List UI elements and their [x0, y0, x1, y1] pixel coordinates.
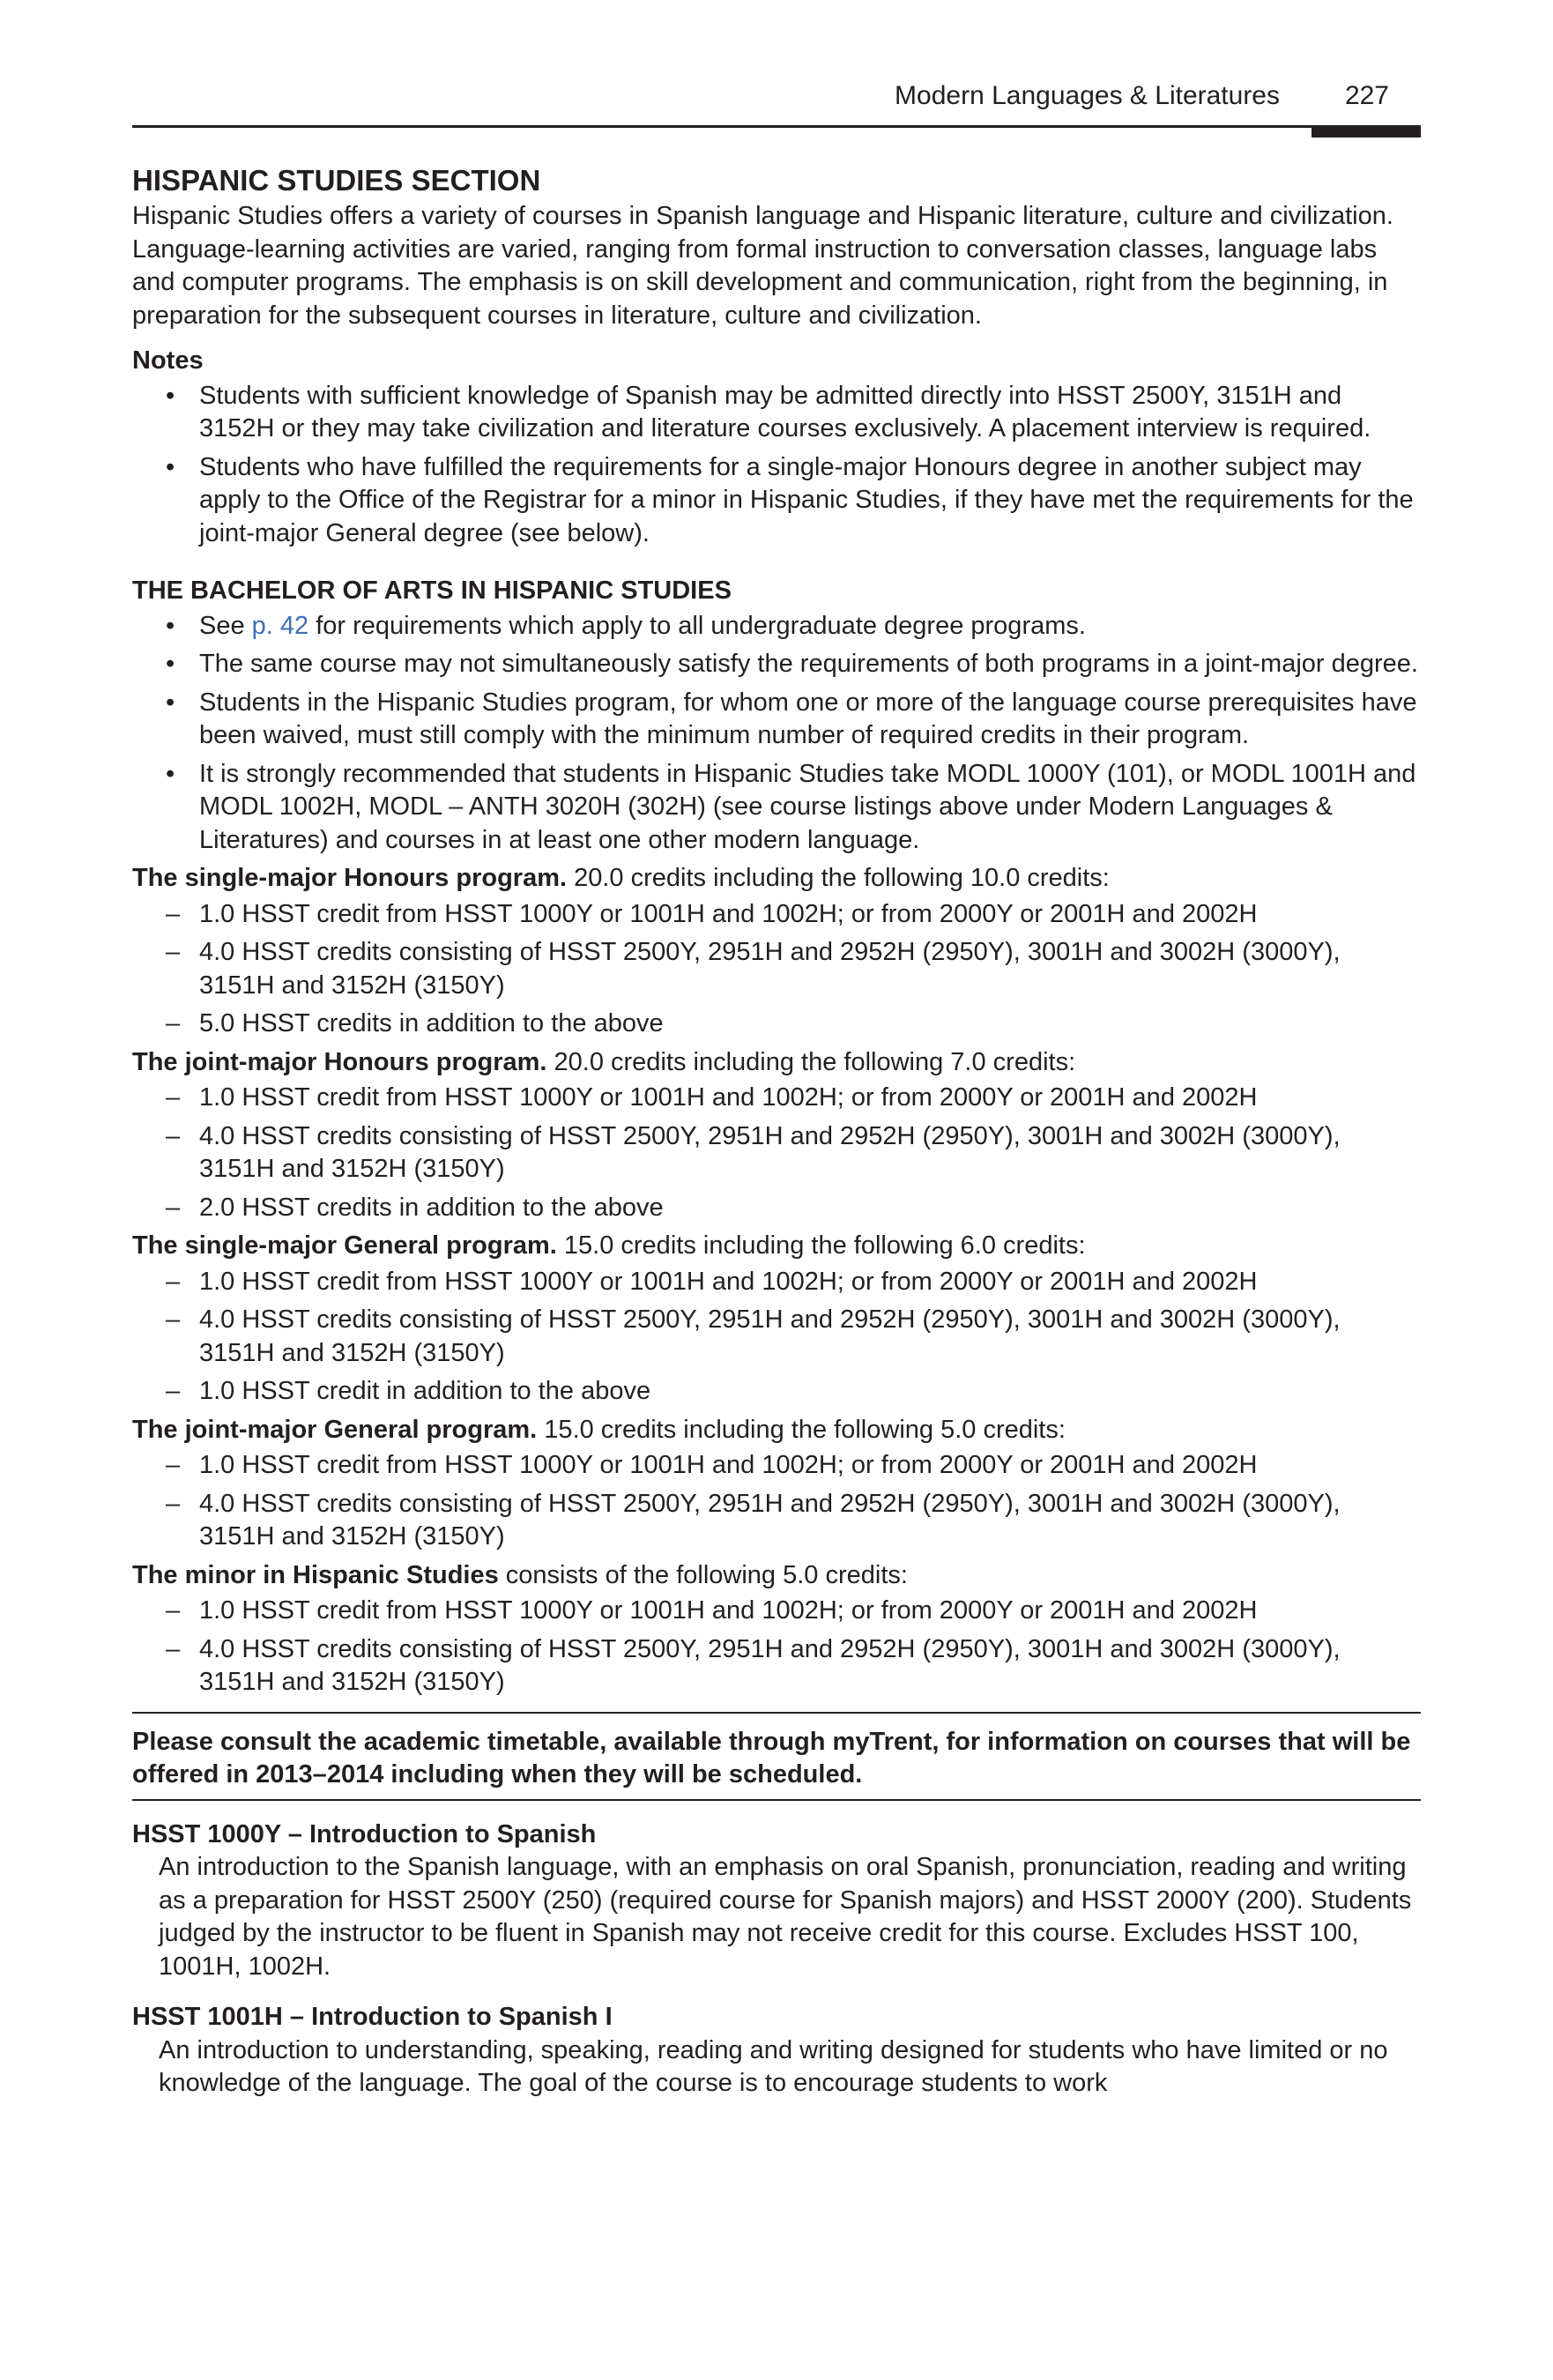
requirement-item: – 5.0 HSST credits in addition to the above	[132, 1008, 1421, 1041]
requirement-item: – 4.0 HSST credits consisting of HSST 2500Y, 2951H and 2952H (2950Y), 3001H and 3002H (3000Y), 3151H and 3152H (3150Y)	[132, 1120, 1421, 1186]
ba-list	[132, 610, 1421, 858]
requirement-item: – 4.0 HSST credits consisting of HSST 2500Y, 2951H and 2952H (2950Y), 3001H and 3002H (3000Y), 3151H and 3152H (3150Y)	[132, 1488, 1421, 1554]
program-requirements	[132, 1082, 1421, 1224]
program-joint-major-honours	[132, 1046, 1421, 1225]
requirement-item: – 1.0 HSST credit from HSST 1000Y or 1001H and 1002H; or from 2000Y or 2001H and 2002H	[132, 1595, 1421, 1628]
header-tab-bar	[1312, 127, 1421, 138]
requirement-item: – 1.0 HSST credit in addition to the above	[132, 1375, 1421, 1409]
requirement-item: – 1.0 HSST credit from HSST 1000Y or 1001H and 1002H; or from 2000Y or 2001H and 2002H	[132, 898, 1421, 932]
program-desc: 15.0 credits including the following 6.0 credits:	[556, 1231, 1086, 1260]
ba-item: • It is strongly recommended that students in Hispanic Studies take MODL 1000Y (101), or MODL 1001H and MODL 1002H, MODL – ANTH 3020H (302H) (see course listings above under Modern Languages & Literatures) and courses in at least one other modern language.	[132, 758, 1421, 858]
program-name: The single-major General program.	[132, 1231, 557, 1260]
notes-heading: Notes	[132, 346, 204, 375]
program-requirements	[132, 1266, 1421, 1409]
page-link[interactable]: p. 42	[251, 611, 309, 640]
ba-item-see	[132, 610, 1421, 643]
ba-item: • The same course may not simultaneously satisfy the requirements of both programs in a joint-major degree.	[132, 648, 1421, 681]
ba-heading: THE BACHELOR OF ARTS IN HISPANIC STUDIES	[132, 576, 732, 605]
notes-item: • Students who have fulfilled the requirements for a single-major Honours degree in another subject may apply to the Office of the Registrar for a minor in Hispanic Studies, if they have met the requirements for the joint-major General degree (see below).	[132, 451, 1421, 551]
timetable-notice: Please consult the academic timetable, available through myTrent, for information on courses that will be offered in 2013–2014 including when they will be scheduled.	[132, 1712, 1421, 1801]
ba-see-text: See	[199, 611, 252, 640]
requirement-item: – 4.0 HSST credits consisting of HSST 2500Y, 2951H and 2952H (2950Y), 3001H and 3002H (3000Y), 3151H and 3152H (3150Y)	[132, 1304, 1421, 1370]
main-content	[132, 163, 1421, 2101]
program-desc: 20.0 credits including the following 7.0 credits:	[546, 1047, 1076, 1076]
course-title: HSST 1000Y – Introduction to Spanish	[132, 1819, 597, 1848]
notes-item: • Students with sufficient knowledge of Spanish may be admitted directly into HSST 2500Y, 3151H and 3152H or they may take civilization and literature courses exclusively. A placement interview is required.	[132, 380, 1421, 446]
section-title: HISPANIC STUDIES SECTION	[132, 164, 541, 197]
program-minor	[132, 1559, 1421, 1699]
requirement-item: – 4.0 HSST credits consisting of HSST 2500Y, 2951H and 2952H (2950Y), 3001H and 3002H (3000Y), 3151H and 3152H (3150Y)	[132, 1633, 1421, 1699]
header-section-title: Modern Languages & Literatures	[895, 81, 1280, 110]
ba-item: • Students in the Hispanic Studies program, for whom one or more of the language course prerequisites have been waived, must still comply with the minimum number of required credits in their program.	[132, 687, 1421, 753]
program-name: The joint-major General program.	[132, 1415, 538, 1444]
program-name: The joint-major Honours program.	[132, 1047, 547, 1076]
course-description: An introduction to understanding, speaking, reading and writing designed for students who have limited or no knowledge of the language. The goal of the course is to encourage students to work	[159, 2035, 1388, 2097]
program-requirements	[132, 1595, 1421, 1699]
notes-list	[132, 380, 1421, 551]
program-joint-major-general	[132, 1414, 1421, 1554]
program-desc: 15.0 credits including the following 5.0 credits:	[537, 1415, 1066, 1444]
program-name: The minor in Hispanic Studies	[132, 1560, 499, 1589]
requirement-item: – 2.0 HSST credits in addition to the above	[132, 1192, 1421, 1225]
page-number: 227	[1344, 81, 1389, 110]
running-header	[132, 76, 1421, 128]
course-description: An introduction to the Spanish language, with an emphasis on oral Spanish, pronunciation, reading and writing as a preparation for HSST 2500Y (250) (required course for Spanish majors) and HSST 2000Y (200). Students judged by the instructor to be fluent in Spanish may not receive credit for this course. Excludes HSST 100, 1001H, 1002H.	[159, 1853, 1412, 1981]
requirement-item: – 1.0 HSST credit from HSST 1000Y or 1001H and 1002H; or from 2000Y or 2001H and 2002H	[132, 1266, 1421, 1299]
requirement-item: – 4.0 HSST credits consisting of HSST 2500Y, 2951H and 2952H (2950Y), 3001H and 3002H (3000Y), 3151H and 3152H (3150Y)	[132, 936, 1421, 1002]
course-entry	[132, 2001, 1421, 2101]
page	[132, 76, 1421, 2101]
program-requirements	[132, 1449, 1421, 1554]
program-requirements	[132, 898, 1421, 1041]
ba-see-text-end: for requirements which apply to all undergraduate degree programs.	[308, 611, 1086, 640]
program-desc: 20.0 credits including the following 10.0 credits:	[567, 864, 1110, 892]
program-single-major-honours	[132, 862, 1421, 1041]
requirement-item: – 1.0 HSST credit from HSST 1000Y or 1001H and 1002H; or from 2000Y or 2001H and 2002H	[132, 1082, 1421, 1115]
program-desc: consists of the following 5.0 credits:	[498, 1560, 908, 1589]
course-title: HSST 1001H – Introduction to Spanish I	[132, 2003, 613, 2031]
intro-paragraph: Hispanic Studies offers a variety of courses in Spanish language and Hispanic literature, culture and civilization. Language-learning activities are varied, ranging from formal instruction to conversation classes, language labs and computer programs. The emphasis is on skill development and communication, right from the beginning, in preparation for the subsequent courses in literature, culture and civilization.	[132, 202, 1393, 330]
program-name: The single-major Honours program.	[132, 864, 568, 892]
program-single-major-general	[132, 1230, 1421, 1409]
course-entry	[132, 1818, 1421, 1984]
requirement-item: – 1.0 HSST credit from HSST 1000Y or 1001H and 1002H; or from 2000Y or 2001H and 2002H	[132, 1449, 1421, 1483]
